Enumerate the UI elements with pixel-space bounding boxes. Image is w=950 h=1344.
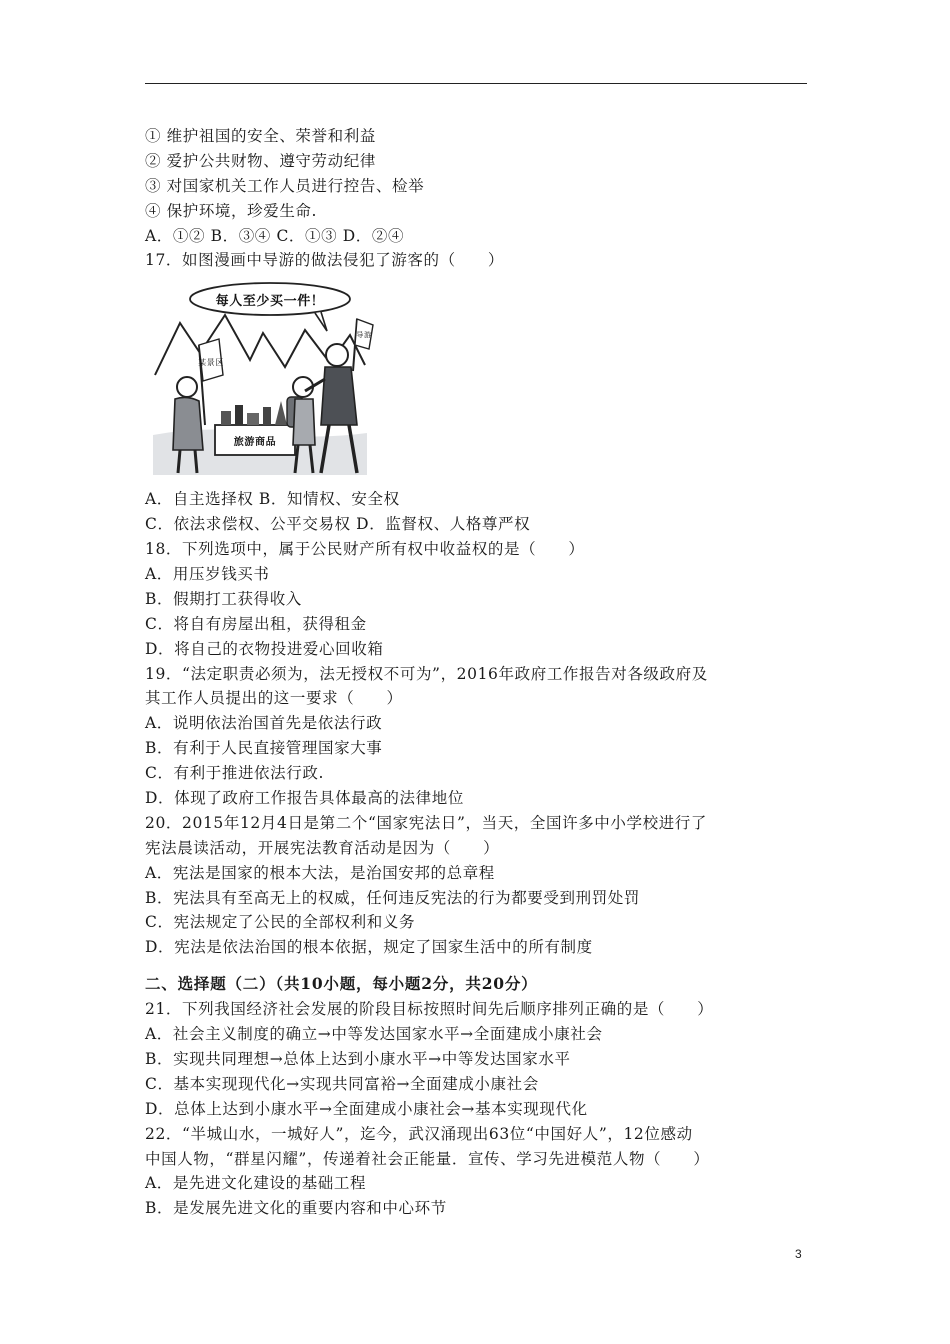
- header-rule: [145, 83, 807, 84]
- speech-bubble-text: 每人至少买一件！: [215, 294, 325, 310]
- answer-options: A．①② B．③④ C．①③ D．②④: [145, 226, 405, 245]
- question-22: 22．“半城山水，一城好人”，迄今，武汉涌现出63位“中国好人”，12位感动: [145, 1124, 693, 1143]
- option-line: D．将自己的衣物投进爱心回收箱: [145, 639, 384, 658]
- option-line: A．是先进文化建设的基础工程: [145, 1174, 367, 1193]
- text-line: ② 爱护公共财物、遵守劳动纪律: [145, 151, 376, 170]
- question-22-cont: 中国人物，“群星闪耀”，传递着社会正能量．宣传、学习先进模范人物（ ）: [145, 1149, 710, 1168]
- question-19-cont: 其工作人员提出的这一要求（ ）: [145, 689, 403, 708]
- cartoon-illustration: [145, 275, 375, 487]
- text-line: ① 维护祖国的安全、荣誉和利益: [145, 127, 376, 145]
- option-line: C．将自有房屋出租，获得租金: [145, 614, 367, 633]
- block-after-heading: [145, 997, 815, 1221]
- question-21: 21．下列我国经济社会发展的阶段目标按照时间先后顺序排列正确的是（ ）: [145, 1000, 714, 1019]
- option-line: D．体现了政府工作报告具体最高的法律地位: [145, 789, 464, 808]
- option-line: D．总体上达到小康水平→全面建成小康社会→基本实现现代化: [145, 1099, 588, 1118]
- question-17: 17．如图漫画中导游的做法侵犯了游客的（ ）: [145, 251, 505, 270]
- text-line: ③ 对国家机关工作人员进行控告、检举: [145, 176, 425, 195]
- option-line: A．说明依法治国首先是依法行政: [145, 714, 383, 733]
- flag-left-text: 某景区: [198, 358, 224, 368]
- answer-options: C．依法求偿权、公平交易权 D．监督权、人格尊严权: [145, 515, 531, 534]
- option-line: A．用压岁钱买书: [145, 565, 270, 584]
- shop-sign-text: 旅游商品: [233, 437, 277, 449]
- section-heading: 二、选择题（二）（共10小题，每小题2分，共20分）: [145, 974, 538, 994]
- option-line: B．假期打工获得收入: [145, 589, 302, 608]
- option-line: C．宪法规定了公民的全部权利和义务: [145, 913, 416, 932]
- question-19: 19．“法定职责必须为，法无授权不可为”，2016年政府工作报告对各级政府及: [145, 664, 708, 683]
- answer-options: A．自主选择权 B．知情权、安全权: [145, 490, 400, 509]
- section-spacer: [145, 960, 815, 972]
- question-20-cont: 宪法晨读活动，开展宪法教育活动是因为（ ）: [145, 838, 500, 857]
- option-line: B．是发展先进文化的重要内容和中心环节: [145, 1199, 447, 1218]
- question-18: 18．下列选项中，属于公民财产所有权中收益权的是（ ）: [145, 540, 585, 559]
- option-line: B．宪法具有至高无上的权威，任何违反宪法的行为都要受到刑罚处罚: [145, 888, 640, 907]
- option-line: B．实现共同理想→总体上达到小康水平→中等发达国家水平: [145, 1049, 571, 1068]
- page-content: [145, 124, 815, 1221]
- page-number: 3: [795, 1247, 802, 1261]
- option-line: A．宪法是国家的根本大法，是治国安邦的总章程: [145, 863, 495, 882]
- option-line: B．有利于人民直接管理国家大事: [145, 739, 383, 758]
- flag-right-text: 导游: [356, 331, 372, 340]
- question-20: 20．2015年12月4日是第二个“国家宪法日”，当天，全国许多中小学校进行了: [145, 813, 708, 832]
- block-before-q17: [145, 124, 815, 273]
- option-line: D．宪法是依法治国的根本依据，规定了国家生活中的所有制度: [145, 938, 593, 957]
- cartoon-drawing: [145, 275, 375, 487]
- option-line: C．有利于推进依法行政.: [145, 764, 324, 783]
- option-line: A．社会主义制度的确立→中等发达国家水平→全面建成小康社会: [145, 1025, 603, 1044]
- option-line: C．基本实现现代化→实现共同富裕→全面建成小康社会: [145, 1074, 539, 1093]
- block-after-cartoon: [145, 487, 815, 960]
- text-line: ④ 保护环境，珍爱生命.: [145, 201, 318, 220]
